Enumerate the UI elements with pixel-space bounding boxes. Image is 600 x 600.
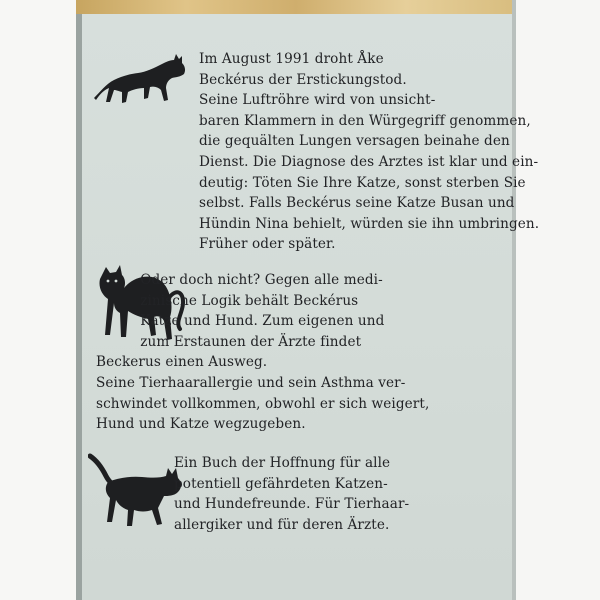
spine-shadow: [76, 14, 82, 600]
text-line: zum Erstaunen der Ärzte findet: [96, 333, 362, 350]
walking-cat-icon: [92, 54, 187, 106]
cover-illustration-strip: [76, 0, 516, 14]
text-line: und Hundefreunde. Für Tierhaar-: [174, 496, 410, 513]
text-line: Beckerus einen Ausweg.: [96, 354, 268, 371]
background-left: [0, 0, 80, 600]
text-line: zinische Logik behält Beckérus: [96, 292, 359, 309]
text-line: deutig: Töten Sie Ihre Katze, sonst sterben Sie: [199, 174, 526, 191]
text-line: Oder doch nicht? Gegen alle medi-: [96, 272, 383, 288]
text-line: schwindet vollkommen, obwohl er sich weigert,: [96, 395, 430, 412]
text-line: Ein Buch der Hoffnung für alle: [174, 455, 391, 471]
text-line: Beckérus der Erstickungstod.: [199, 71, 407, 88]
paragraph-2: [96, 270, 429, 435]
text-line: Im August 1991 droht Åke: [199, 51, 384, 67]
text-line: Hund und Katze wegzugeben.: [96, 416, 306, 433]
text-line: Katze und Hund. Zum eigenen und: [96, 313, 385, 330]
prowling-cat-icon: [88, 452, 188, 532]
text-line: Seine Luftröhre wird von unsicht-: [199, 92, 436, 109]
text-line: Seine Tierhaarallergie und sein Asthma ver-: [96, 374, 406, 391]
text-line: Früher oder später.: [199, 236, 336, 253]
text-line: potentiell gefährdeten Katzen-: [174, 475, 388, 492]
text-line: Dienst. Die Diagnose des Arztes ist klar und ein-: [199, 153, 539, 170]
text-line: selbst. Falls Beckérus seine Katze Busan und: [199, 195, 515, 212]
paragraph-3: [174, 453, 409, 535]
text-line: baren Klammern in den Würgegriff genommen,: [199, 112, 531, 129]
paragraph-1: [199, 49, 539, 255]
text-line: allergiker und für deren Ärzte.: [174, 516, 390, 533]
text-line: die gequälten Lungen versagen beinahe den: [199, 133, 510, 150]
text-line: Hündin Nina behielt, würden sie ihn umbringen.: [199, 215, 540, 232]
